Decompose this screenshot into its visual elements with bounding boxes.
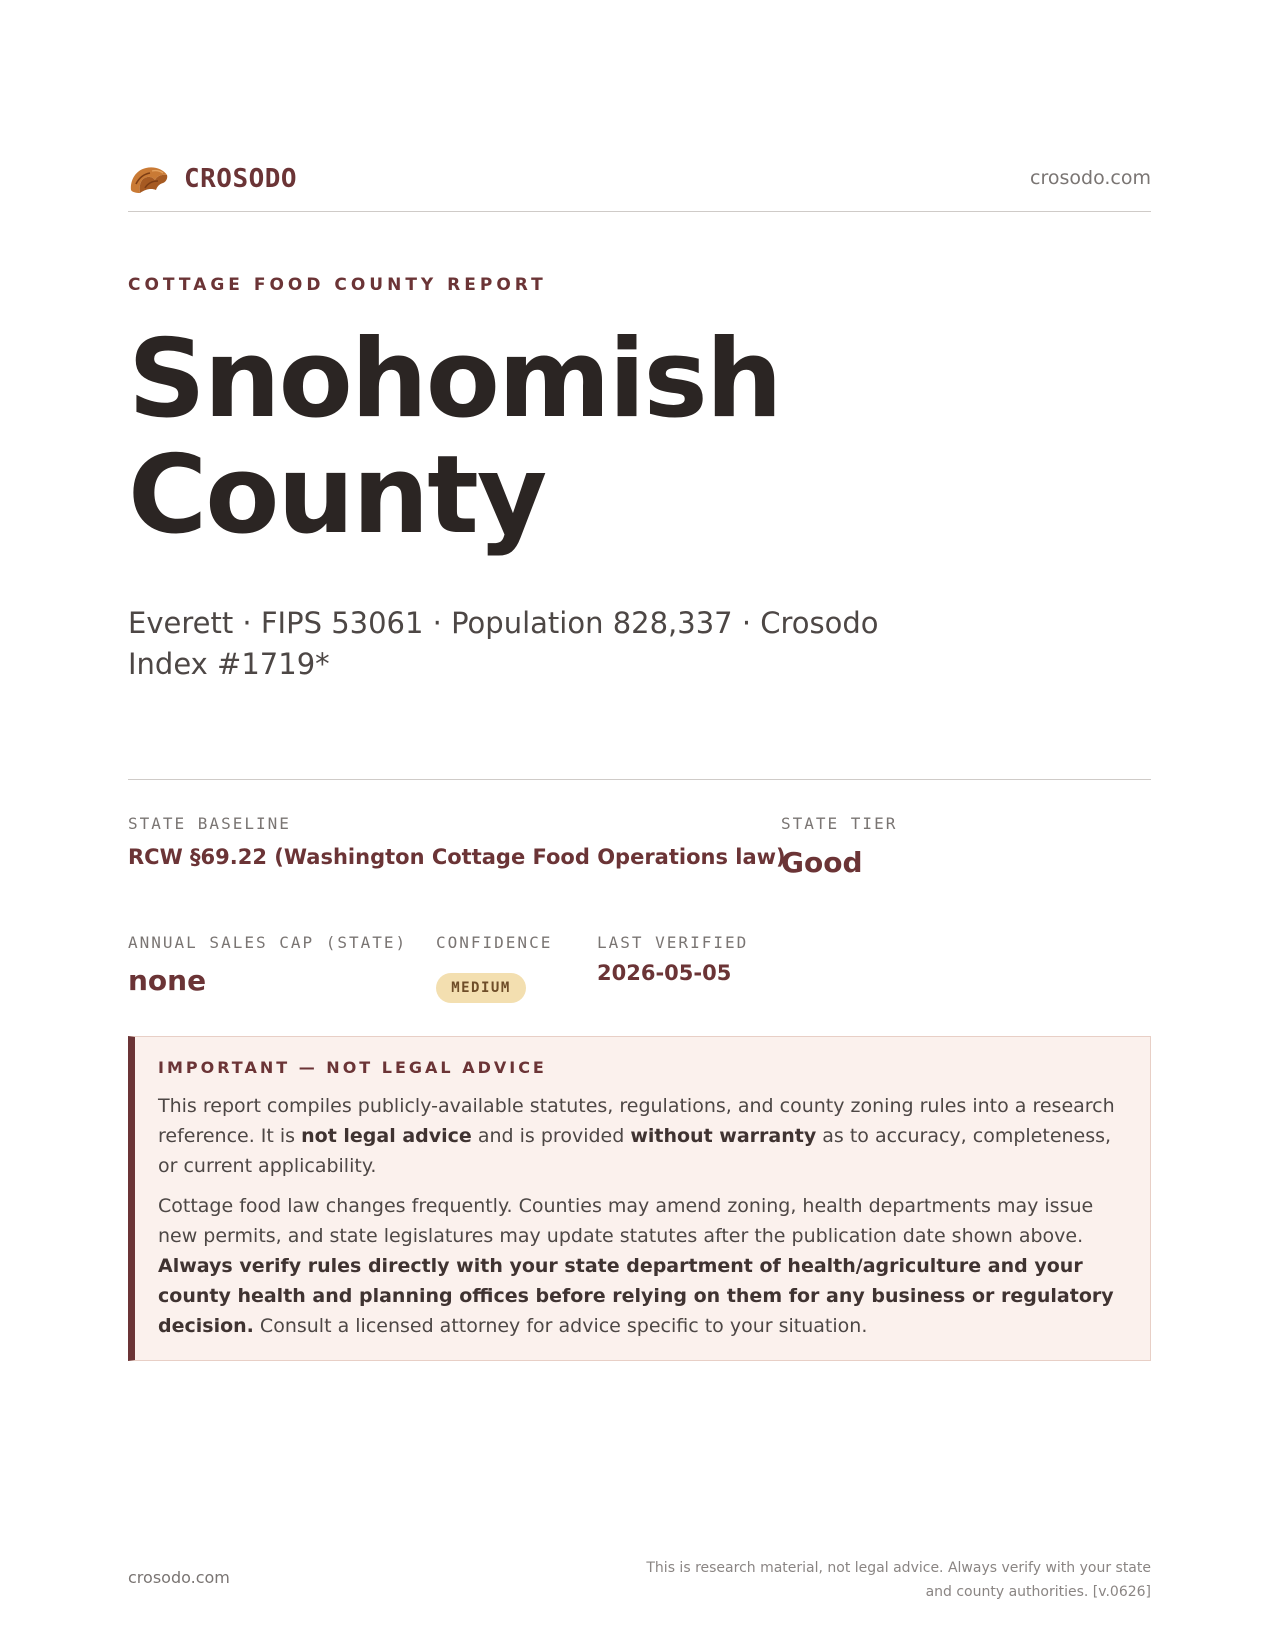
last-verified-label: LAST VERIFIED [597,933,749,952]
page-title [128,317,928,558]
state-baseline-label: STATE BASELINE [128,814,291,833]
sales-cap-label: ANNUAL SALES CAP (STATE) [128,933,408,952]
county-subtitle: Everett · FIPS 53061 · Population 828,337 · Crosodo Index #1719* [128,606,879,681]
brand [128,160,297,198]
sales-cap-value: none [128,964,207,997]
brand-name: CROSODO [184,164,298,194]
confidence-badge: MEDIUM [436,973,526,1003]
title-line-2: County [128,433,546,558]
notice-paragraph-2: Cottage food law changes frequently. Counties may amend zoning, health departments may issue new permits, and state legislatures may update statutes after the publication date shown above. Always verify rules directly with your state department of health/agriculture and your county health and planning offices before relying on them for any business or regulatory decision. Consult a licensed attorney for advice specific to your situation. [158,1195,1114,1337]
state-tier-label: STATE TIER [781,814,898,833]
confidence-label: CONFIDENCE [436,933,553,952]
footer-disclaimer-line-2: and county authorities. [v.0626] [925,1584,1151,1600]
site-link[interactable]: crosodo.com [1030,167,1151,189]
report-eyebrow: COTTAGE FOOD COUNTY REPORT [128,275,547,295]
title-line-1: Snohomish [128,317,781,442]
notice-paragraph-1: This report compiles publicly-available statutes, regulations, and county zoning rules into a research reference. It is not legal advice and is provided without warranty as to accuracy, completeness, or current applicability. [158,1095,1115,1177]
section-divider [128,779,1151,780]
notice-title: IMPORTANT — NOT LEGAL ADVICE [158,1058,547,1077]
report-page [128,0,1151,1650]
page-header [128,160,1151,212]
state-baseline-value: RCW §69.22 (Washington Cottage Food Operations law) [128,845,786,869]
last-verified-value: 2026-05-05 [597,961,732,985]
footer-disclaimer-line-1: This is research material, not legal advice. Always verify with your state [646,1560,1151,1576]
footer-disclaimer [591,1556,1151,1604]
legal-notice [128,1036,1151,1361]
state-tier-value: Good [781,846,863,879]
croissant-icon [128,160,170,198]
footer-site-link[interactable]: crosodo.com [128,1568,230,1587]
